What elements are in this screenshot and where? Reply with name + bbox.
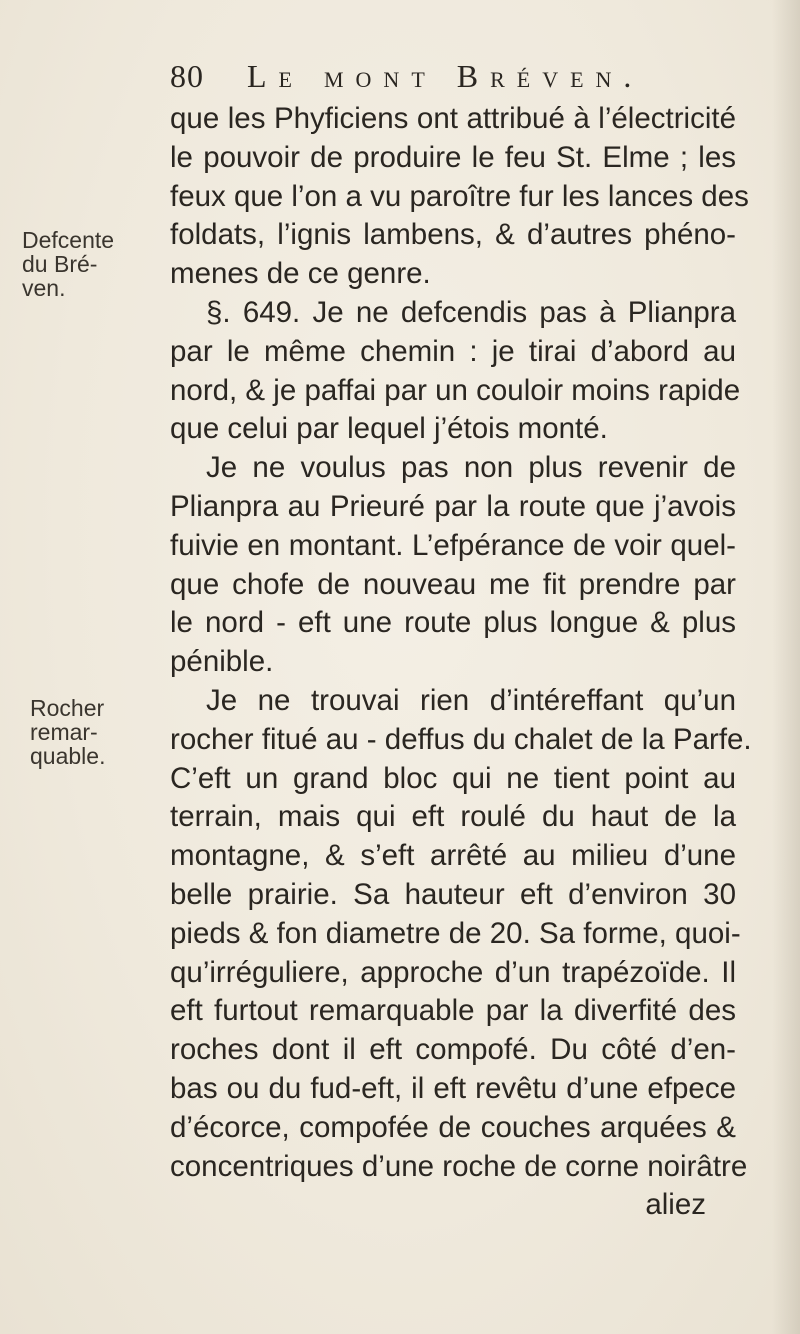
text-line: terrain, mais qui eft roulé du haut de la xyxy=(170,800,736,834)
text-line: par le même chemin : je tirai d’abord au xyxy=(170,334,736,368)
text-line: nord, & je paffai par un couloir moins rapide xyxy=(170,373,741,407)
margin-note-line: ven. xyxy=(22,275,66,301)
text-line: qu’irréguliere, approche d’un trapézoïde. Il xyxy=(170,955,736,989)
margin-note-line: quable. xyxy=(30,743,106,769)
catchword: aliez xyxy=(645,1188,706,1222)
margin-note-line: Defcente xyxy=(22,227,115,253)
text-line: Plianpra au Prieuré par la route que j’avois xyxy=(170,489,736,523)
text-line: montagne, & s’eft arrêté au milieu d’une xyxy=(170,839,736,873)
paragraph-649-first-line: §. 649. Je ne defcendis pas à Plianpra xyxy=(206,295,736,329)
text-line: d’écorce, compofée de couches arquées & xyxy=(170,1110,736,1144)
text-line: belle prairie. Sa hauteur eft d’environ 30 xyxy=(170,877,736,911)
text-line: pénible. xyxy=(170,645,274,679)
page-number: 80 xyxy=(170,58,204,94)
page-header xyxy=(170,58,730,98)
margin-note-line: Rocher xyxy=(30,695,105,721)
text-line: fuivie en montant. L’efpérance de voir quel- xyxy=(170,528,736,562)
text-line: menes de ce genre. xyxy=(170,257,431,291)
text-line: C’eft un grand bloc qui ne tient point au xyxy=(170,761,736,795)
body-text xyxy=(170,100,752,1225)
margin-note-rocher xyxy=(30,696,105,768)
text-line: le nord - eft une route plus longue & plus xyxy=(170,606,736,640)
text-line: que chofe de nouveau me fit prendre par xyxy=(170,567,736,601)
text-line: que les Phyficiens ont attribué à l’électricité xyxy=(170,102,736,135)
text-line: pieds & fon diametre de 20. Sa forme, quoi- xyxy=(170,916,741,950)
margin-note-descente xyxy=(22,228,114,300)
text-line: rocher fitué au - deffus du chalet de la Parfe. xyxy=(170,722,752,756)
running-title: Le mont Bréven. xyxy=(247,58,644,94)
text-line: concentriques d’une roche de corne noirâtre xyxy=(170,1149,748,1183)
text-line: foldats, l’ignis lambens, & d’autres phéno- xyxy=(170,218,736,252)
margin-note-line: du Bré- xyxy=(22,251,98,277)
page-edge-shadow xyxy=(772,0,800,1334)
text-line: feux que l’on a vu paroître fur les lances des xyxy=(170,179,749,213)
paragraph-first-line: Je ne trouvai rien d’intéreffant qu’un xyxy=(206,683,736,717)
paragraph-first-line: Je ne voulus pas non plus revenir de xyxy=(206,451,736,485)
text-line: roches dont il eft compofé. Du côté d’en- xyxy=(170,1033,736,1067)
margin-note-line: remar- xyxy=(30,719,98,745)
text-line: bas ou du fud-eft, il eft revêtu d’une efpece xyxy=(170,1071,736,1105)
text-line: eft furtout remarquable par la diverfité des xyxy=(170,994,736,1028)
text-line: que celui par lequel j’étois monté. xyxy=(170,412,608,446)
text-line: le pouvoir de produire le feu St. Elme ; les xyxy=(170,140,736,174)
